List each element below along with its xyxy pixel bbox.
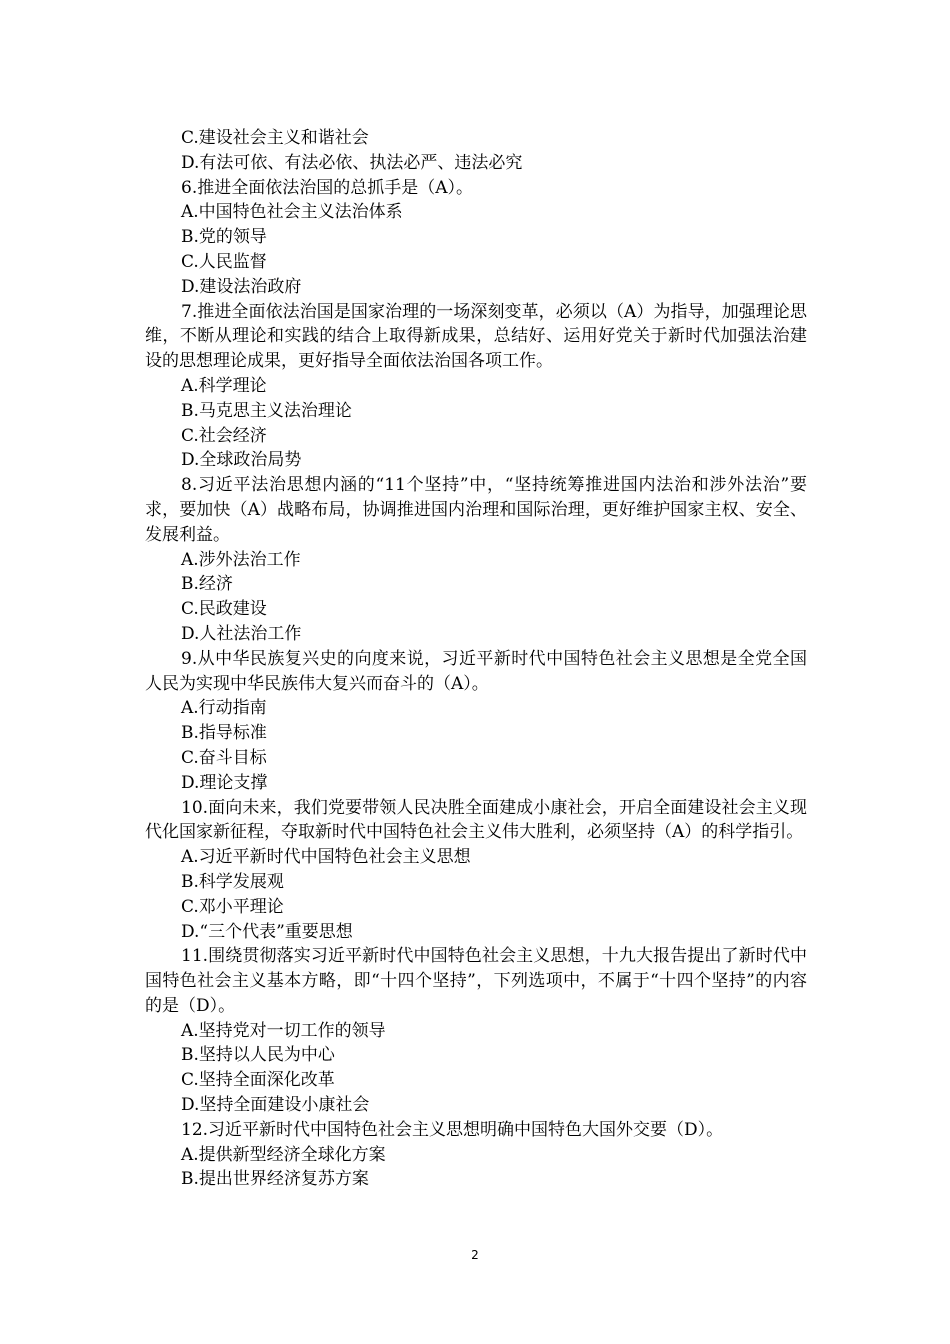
option-line: B.坚持以人民为中心 <box>181 1045 335 1066</box>
option-line: B.指导标准 <box>181 723 267 744</box>
option-line: B.提出世界经济复苏方案 <box>181 1169 369 1190</box>
option-line: A.坚持党对一切工作的领导 <box>181 1020 386 1041</box>
question-line: 12.习近平新时代中国特色社会主义思想明确中国特色大国外交要（D）。 <box>181 1119 724 1140</box>
question-paragraph: 10.面向未来，我们党要带领人民决胜全面建成小康社会，开启全面建设社会主义现代化国家新征程，夺取新时代中国特色社会主义伟大胜利，必须坚持（A）的科学指引。 <box>145 797 807 843</box>
option-line: D.建设法治政府 <box>181 276 302 297</box>
option-line: C.奋斗目标 <box>181 747 267 768</box>
option-line: C.民政建设 <box>181 599 267 620</box>
option-line: C.社会经济 <box>181 425 267 446</box>
option-line: C.建设社会主义和谐社会 <box>181 128 369 148</box>
option-line: C.邓小平理论 <box>181 896 284 917</box>
option-line: B.经济 <box>181 574 233 595</box>
option-line: D.全球政治局势 <box>181 450 302 471</box>
option-line: A.科学理论 <box>181 375 267 396</box>
option-line: C.人民监督 <box>181 251 267 272</box>
option-line: A.提供新型经济全球化方案 <box>181 1144 386 1165</box>
option-line: A.中国特色社会主义法治体系 <box>181 202 403 223</box>
option-line: C.坚持全面深化改革 <box>181 1070 335 1091</box>
option-line: A.习近平新时代中国特色社会主义思想 <box>181 847 471 868</box>
question-line: 6.推进全面依法治国的总抓手是（A）。 <box>181 177 473 198</box>
option-line: B.科学发展观 <box>181 871 284 892</box>
question-paragraph: 11.围绕贯彻落实习近平新时代中国特色社会主义思想，十九大报告提出了新时代中国特色社会主义基本方略，即“十四个坚持”，下列选项中，不属于“十四个坚持”的内容的是（D）。 <box>145 946 807 1016</box>
option-line: D.人社法治工作 <box>181 623 302 644</box>
option-line: D.“三个代表”重要思想 <box>181 921 353 942</box>
option-line: D.理论支撑 <box>181 772 268 793</box>
question-paragraph: 8.习近平法治思想内涵的“11个坚持”中，“坚持统筹推进国内法治和涉外法治”要求，要加快（A）战略布局，协调推进国内治理和国际治理，更好维护国家主权、安全、发展利益。 <box>145 475 807 545</box>
question-paragraph: 7.推进全面依法治国是国家治理的一场深刻变革，必须以（A）为指导，加强理论思维，不断从理论和实践的结合上取得新成果，总结好、运用好党关于新时代加强法治建设的思想理论成果，更好指导全面依法治国各项工作。 <box>145 301 807 372</box>
option-line: B.马克思主义法治理论 <box>181 400 352 421</box>
document-body <box>145 126 807 1192</box>
option-line: D.有法可依、有法必依、执法必严、违法必究 <box>181 152 523 173</box>
option-line: A.行动指南 <box>181 698 267 719</box>
option-line: D.坚持全面建设小康社会 <box>181 1095 370 1116</box>
page-number: 2 <box>471 1248 479 1262</box>
question-paragraph: 9.从中华民族复兴史的向度来说，习近平新时代中国特色社会主义思想是全党全国人民为实现中华民族伟大复兴而奋斗的（A）。 <box>145 648 807 694</box>
option-line: B.党的领导 <box>181 227 267 248</box>
option-line: A.涉外法治工作 <box>181 549 301 570</box>
